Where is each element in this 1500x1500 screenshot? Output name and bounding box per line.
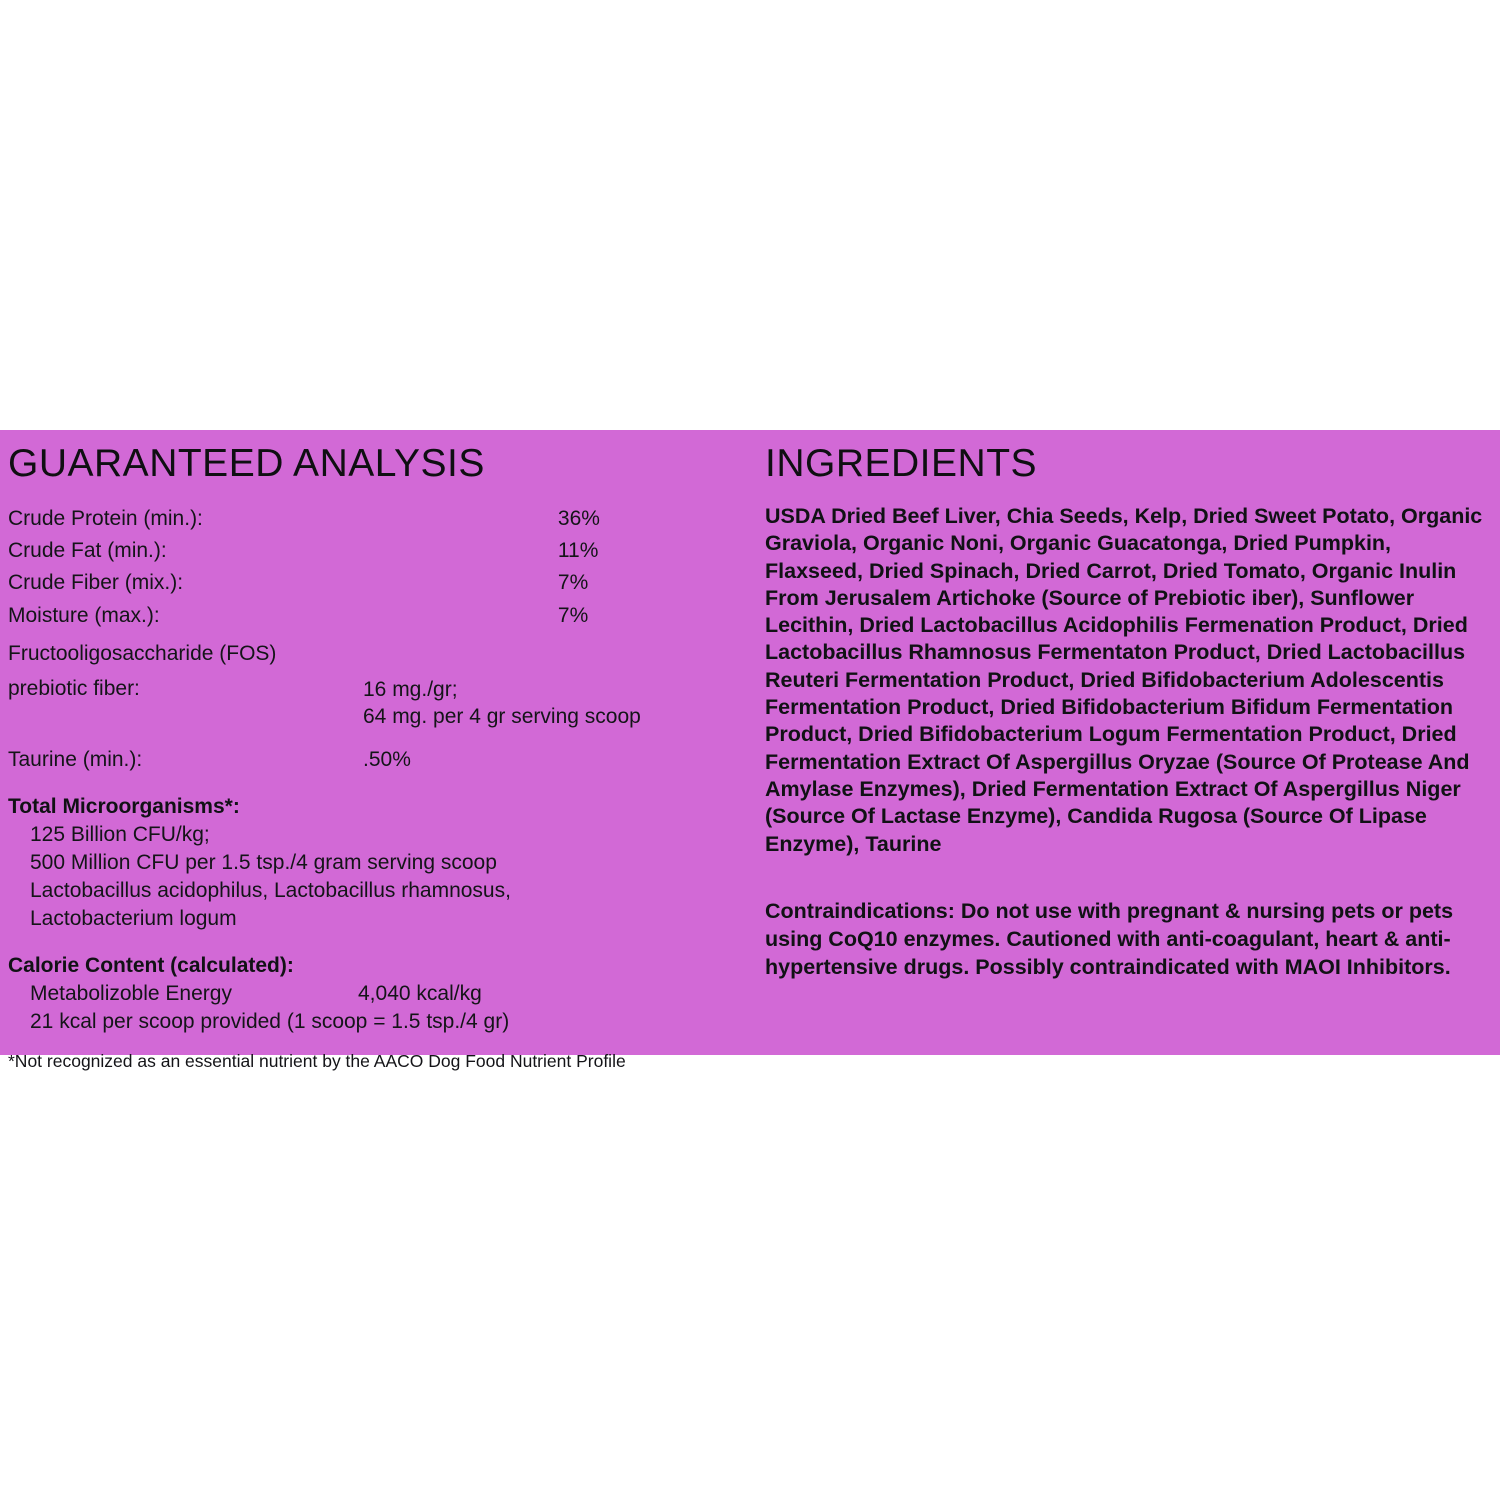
taurine-value: .50% [363, 748, 411, 772]
guaranteed-analysis-table [8, 503, 708, 632]
table-row [8, 503, 708, 535]
calorie-per-scoop-line: 21 kcal per scoop provided (1 scoop = 1.5 tsp./4 gr) [30, 1010, 510, 1034]
taurine-label: Taurine (min.): [8, 748, 143, 772]
fos-value-line2: 64 mg. per 4 gr serving scoop [363, 704, 641, 728]
calorie-energy-label: Metabolizoble Energy [30, 982, 232, 1006]
fos-value-line1: 16 mg./gr; [363, 677, 458, 701]
list-item: Lactobacterium logum [30, 906, 237, 930]
ingredients-column [765, 444, 1490, 1003]
fos-label-line1: Fructooligosaccharide (FOS) [8, 641, 277, 665]
table-row [8, 567, 708, 599]
ga-label-crude-fat: Crude Fat (min.): [8, 539, 167, 563]
ga-label-moisture: Moisture (max.): [8, 603, 160, 627]
ga-value-crude-protein: 36% [557, 506, 600, 530]
list-item: 125 Billion CFU/kg; [30, 823, 210, 847]
guaranteed-analysis-title: GUARANTEED ANALYSIS [8, 442, 485, 485]
ga-value-crude-fiber: 7% [557, 571, 589, 595]
list-item: Lactobacillus acidophilus, Lactobacillus rhamnosus, [30, 878, 511, 902]
guaranteed-analysis-footnote: *Not recognized as an essential nutrient by the AACO Dog Food Nutrient Profile [8, 1050, 626, 1071]
guaranteed-analysis-column [8, 444, 708, 1072]
table-row [8, 600, 708, 632]
fos-label-line2: prebiotic fiber: [8, 677, 140, 701]
calorie-energy-row [8, 980, 708, 1008]
table-row [8, 535, 708, 567]
taurine-row [8, 746, 708, 773]
ga-label-crude-protein: Crude Protein (min.): [8, 506, 203, 530]
contraindications-text: Contraindications: Do not use with pregnant & nursing pets or pets using CoQ10 enzymes. Cautioned with anti-coagulant, heart & anti-hypertensive drugs. Possibly contraindicated with MAOI Inhibitors. [765, 898, 1454, 979]
list-item: 500 Million CFU per 1.5 tsp./4 gram serving scoop [30, 851, 497, 875]
ga-value-crude-fat: 11% [557, 539, 599, 563]
calorie-energy-value: 4,040 kcal/kg [358, 982, 482, 1006]
calorie-content-heading: Calorie Content (calculated): [8, 954, 294, 978]
ga-value-moisture: 7% [557, 603, 589, 627]
ingredients-title: INGREDIENTS [765, 442, 1038, 485]
ga-label-crude-fiber: Crude Fiber (mix.): [8, 571, 184, 595]
ingredients-body: USDA Dried Beef Liver, Chia Seeds, Kelp, Dried Sweet Potato, Organic Graviola, Organic Noni, Organic Guacatonga, Dried Pumpkin, Flaxseed, Dried Spinach, Dried Carrot, Dried Tomato, Organic Inulin From Jerusalem Artichoke (Source of Prebiotic iber), Sunflower Lecithin, Dried Lactobacillus Acidophilis Fermenation Product, Dried Lactobacillus Rhamnosus Fermentaton Product, Dried Lactobacillus Reuteri Fermentation Product, Dried Bifidobacterium Adolescentis Fermentation Product, Dried Bifidobacterium Bifidum Fermentation Product, Dried Bifidobacterium Logum Fermentation Product, Dried Fermentation Extract Of Aspergillus Oryzae (Source Of Protease And Amylase Enzymes), Dried Fermentation Extract Of Aspergillus Niger (Source Of Lactase Enzyme), Candida Rugosa (Source Of Lipase Enzyme), Taurine [765, 503, 1483, 856]
label-panel [0, 430, 1500, 1071]
total-microorganisms-heading: Total Microorganisms*: [8, 795, 240, 819]
